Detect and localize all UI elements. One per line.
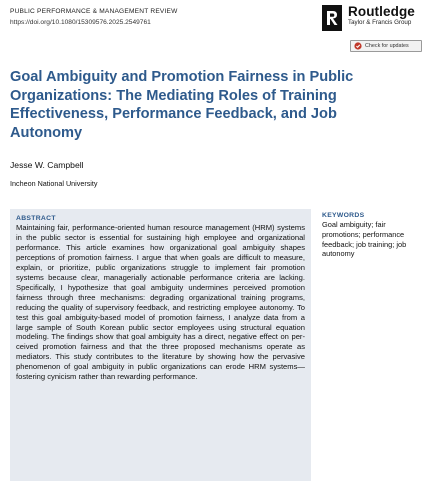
publisher-subtitle: Taylor & Francis Group bbox=[348, 19, 412, 26]
check-for-updates-button[interactable] bbox=[350, 40, 422, 52]
publisher-name: Routledge bbox=[348, 4, 415, 19]
author-name: Jesse W. Campbell bbox=[10, 160, 84, 170]
article-title: Goal Ambiguity and Promotion Fairness in Public Organizations: The Mediating Roles of Training Effectiveness, Performance Feedback, and Job Autonomy bbox=[10, 69, 354, 141]
doi-link[interactable]: https://doi.org/10.1080/15309576.2025.2549761 bbox=[10, 19, 151, 26]
publisher-logo bbox=[322, 5, 415, 31]
author-affiliation: Incheon National University bbox=[10, 179, 98, 188]
keywords-section bbox=[322, 211, 424, 259]
keywords-list: Goal ambiguity; fair promotions; performance feedback; job training; job autonomy bbox=[322, 220, 407, 259]
routledge-logo-icon bbox=[322, 5, 342, 31]
abstract-section bbox=[10, 209, 311, 481]
check-updates-icon bbox=[354, 42, 362, 50]
abstract-heading: ABSTRACT bbox=[16, 215, 56, 222]
journal-name: PUBLIC PERFORMANCE & MANAGEMENT REVIEW bbox=[10, 8, 178, 15]
abstract-text: Maintaining fair, performance-oriented human resource management (HRM) systems in the public sector is essential for sustaining high employee and organizational performance. This article examines how organizational goal ambiguity shapes perceptions of promotion fairness. I argue that when goals are difficult to measure, explain, or prioritize, public organizations struggle to implement fair promotion systems because clear, managerially actionable performance criteria are lacking. Specifically, I hypothesize that goal ambiguity undermines perceived promotion fairness through three mechanisms: degrading organizational training programs, reducing the quality of supervisory feedback, and restricting employee autonomy. To test this goal ambiguity-based model of promotion fairness, I analyze data from a large sample of South Korean public sector employees using structural equation modeling. The findings show that goal ambiguity has a direct, negative effect on perceived promotion fairness and that the three proposed mechanisms operate as mediators. This study contributes to the literature by showing how the pervasive phenomenon of goal ambiguity in public organizations can erode HRM systems—fostering cynicism rather than rewarding performance. bbox=[16, 223, 305, 382]
check-updates-label: Check for updates bbox=[365, 43, 409, 49]
keywords-heading: KEYWORDS bbox=[322, 212, 365, 219]
